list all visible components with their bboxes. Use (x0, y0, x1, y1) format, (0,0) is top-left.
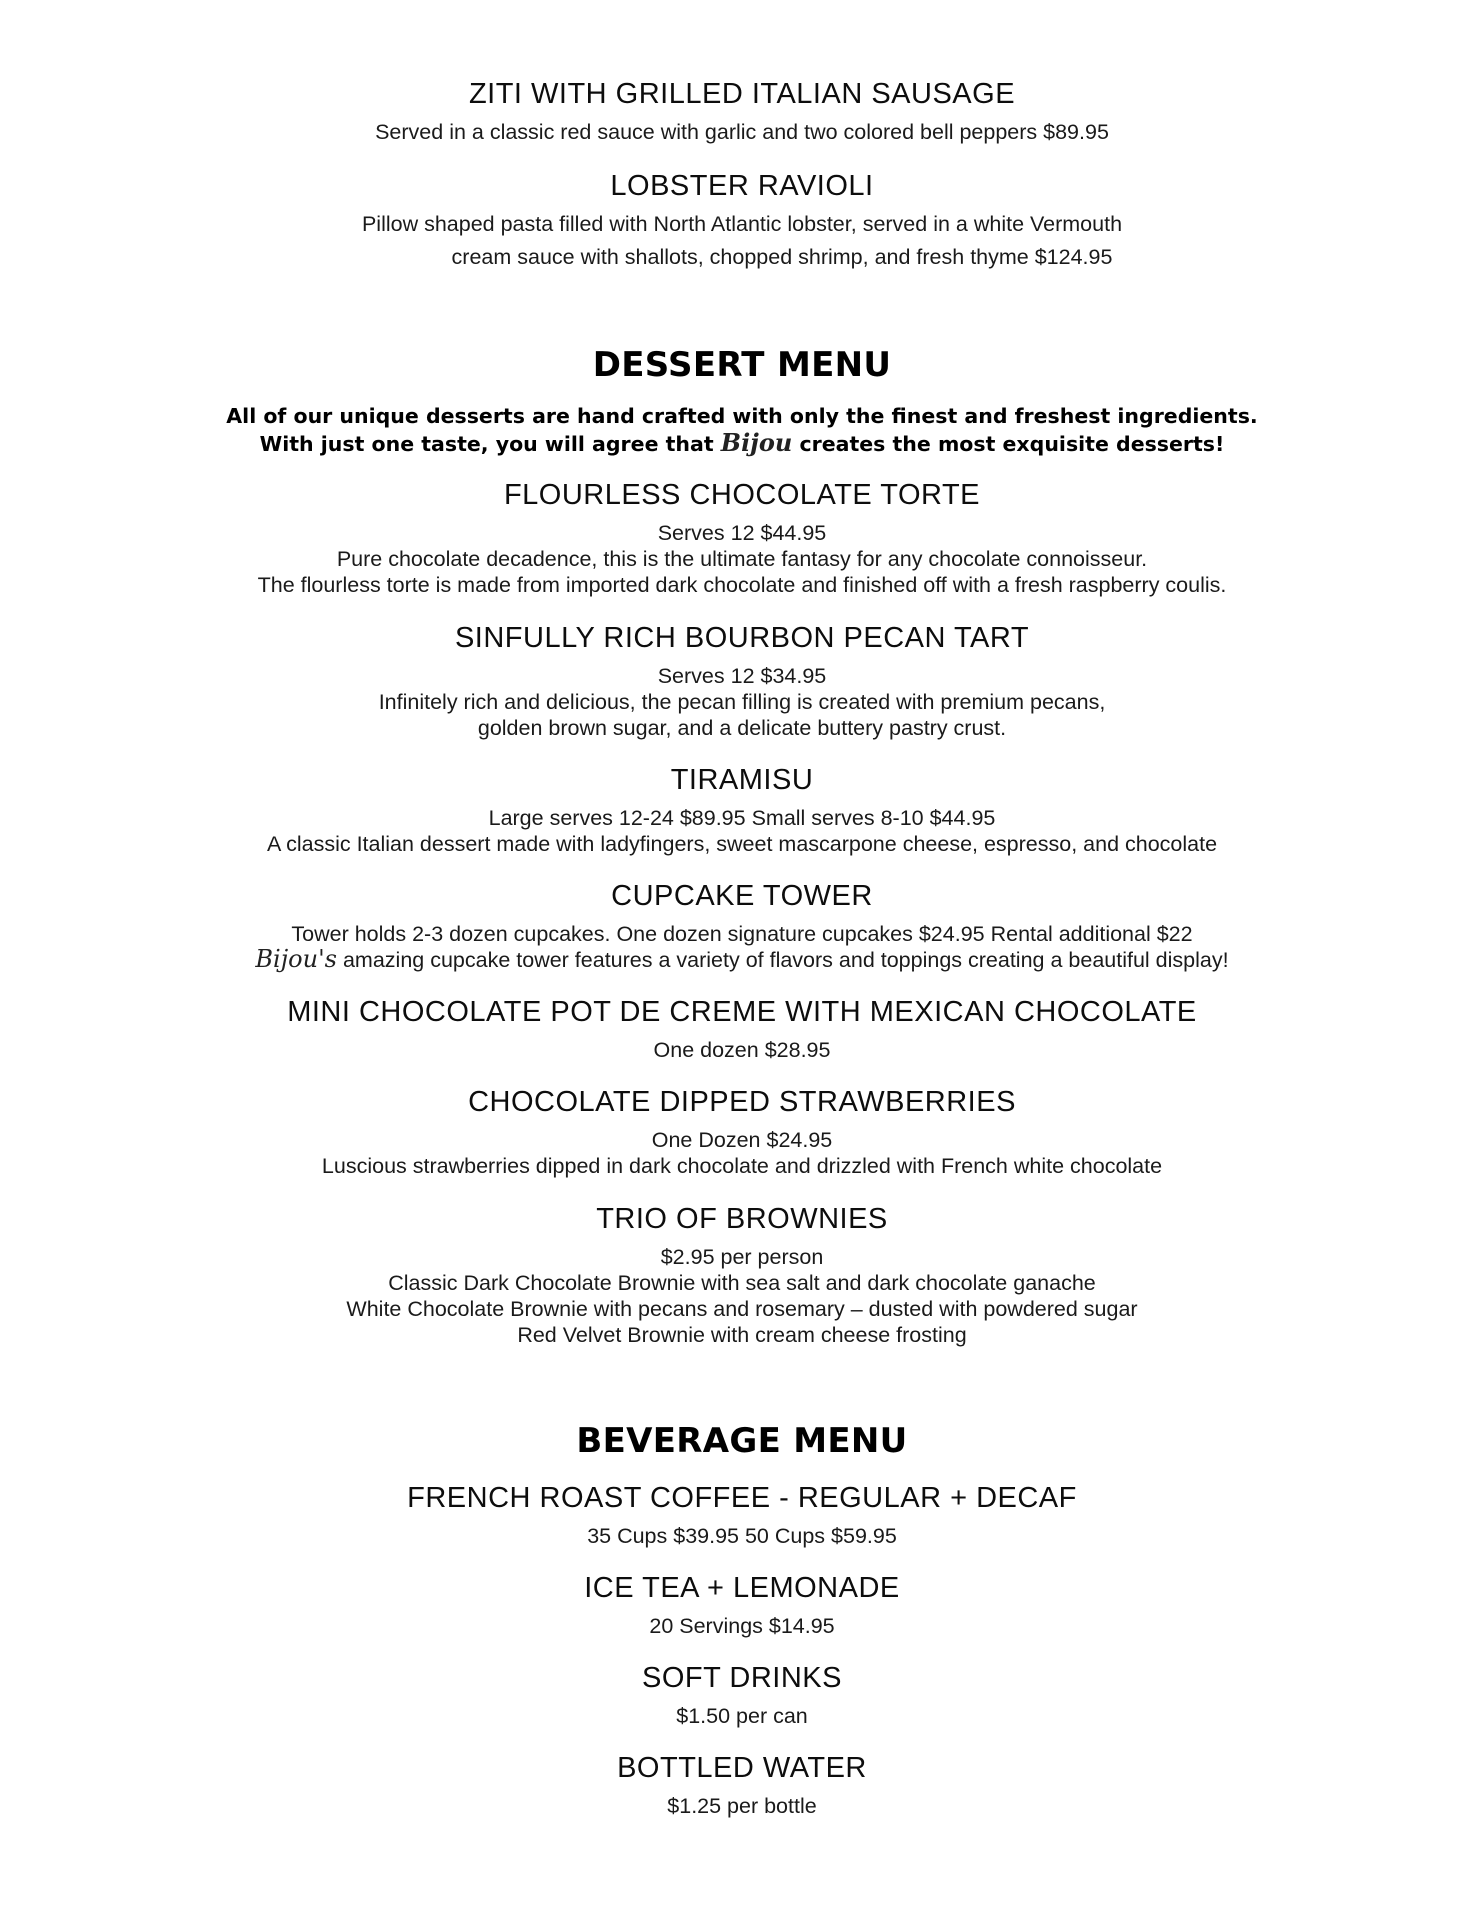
item-description: golden brown sugar, and a delicate buttery pastry crust. (477, 716, 1007, 740)
item-title: TRIO OF BROWNIES (596, 1203, 888, 1235)
item-detail: Serves 12 $34.95 (657, 664, 827, 688)
brand-script: Bijou's (255, 945, 337, 973)
item-title: MINI CHOCOLATE POT DE CREME WITH MEXICAN CHOCOLATE (287, 996, 1197, 1028)
item-title: SOFT DRINKS (642, 1662, 842, 1694)
item-description: A classic Italian dessert made with ladyfingers, sweet mascarpone cheese, espresso, and chocolate (266, 832, 1218, 856)
item-title: BOTTLED WATER (617, 1752, 867, 1784)
section-title-beverage: BEVERAGE MENU (576, 1421, 908, 1461)
item-title: LOBSTER RAVIOLI (610, 170, 874, 202)
item-detail: 35 Cups $39.95 50 Cups $59.95 (587, 1524, 897, 1548)
item-description: Red Velvet Brownie with cream cheese frosting (517, 1323, 967, 1347)
item-title: ZITI WITH GRILLED ITALIAN SAUSAGE (468, 78, 1016, 110)
item-detail: Large serves 12-24 $89.95 Small serves 8-10 $44.95 (488, 806, 996, 830)
item-detail: Tower holds 2-3 dozen cupcakes. One dozen signature cupcakes $24.95 Rental additional $22 (291, 922, 1193, 946)
item-title: CHOCOLATE DIPPED STRAWBERRIES (468, 1086, 1016, 1118)
item-description: Luscious strawberries dipped in dark chocolate and drizzled with French white chocolate (321, 1154, 1163, 1178)
item-description: Served in a classic red sauce with garlic and two colored bell peppers $89.95 (375, 120, 1109, 144)
item-description-text: amazing cupcake tower features a variety of flavors and toppings creating a beautiful display! (337, 948, 1229, 972)
item-detail: One dozen $28.95 (653, 1038, 831, 1062)
dessert-intro (0, 428, 1484, 457)
intro-text: With just one taste, you will agree that (259, 432, 721, 456)
item-title: CUPCAKE TOWER (611, 880, 873, 912)
brand-script: Bijou (720, 428, 793, 457)
item-detail: $1.25 per bottle (667, 1794, 817, 1818)
item-description: Pillow shaped pasta filled with North Atlantic lobster, served in a white Vermouth (361, 212, 1123, 236)
item-detail: $1.50 per can (676, 1704, 808, 1728)
intro-text: creates the most exquisite desserts! (792, 432, 1225, 456)
item-description: White Chocolate Brownie with pecans and rosemary – dusted with powdered sugar (346, 1297, 1138, 1321)
item-description (0, 945, 1484, 973)
item-title: TIRAMISU (670, 764, 814, 796)
item-description: Classic Dark Chocolate Brownie with sea salt and dark chocolate ganache (388, 1271, 1096, 1295)
item-title: SINFULLY RICH BOURBON PECAN TART (454, 622, 1030, 654)
item-title: FLOURLESS CHOCOLATE TORTE (503, 479, 981, 511)
item-title: FRENCH ROAST COFFEE - REGULAR + DECAF (407, 1482, 1077, 1514)
dessert-intro: All of our unique desserts are hand crafted with only the finest and freshest ingredients. (226, 404, 1258, 428)
item-detail: $2.95 per person (660, 1245, 824, 1269)
item-detail: One Dozen $24.95 (651, 1128, 833, 1152)
item-detail: 20 Servings $14.95 (649, 1614, 835, 1638)
item-description: Pure chocolate decadence, this is the ultimate fantasy for any chocolate connoisseur. (336, 547, 1148, 571)
item-description: cream sauce with shallots, chopped shrimp, and fresh thyme $124.95 (451, 245, 1113, 269)
item-detail: Serves 12 $44.95 (657, 521, 827, 545)
section-title-dessert: DESSERT MENU (592, 345, 892, 385)
item-description: The flourless torte is made from imported dark chocolate and finished off with a fresh raspberry coulis. (257, 573, 1227, 597)
item-description: Infinitely rich and delicious, the pecan filling is created with premium pecans, (378, 690, 1106, 714)
item-title: ICE TEA + LEMONADE (584, 1572, 900, 1604)
